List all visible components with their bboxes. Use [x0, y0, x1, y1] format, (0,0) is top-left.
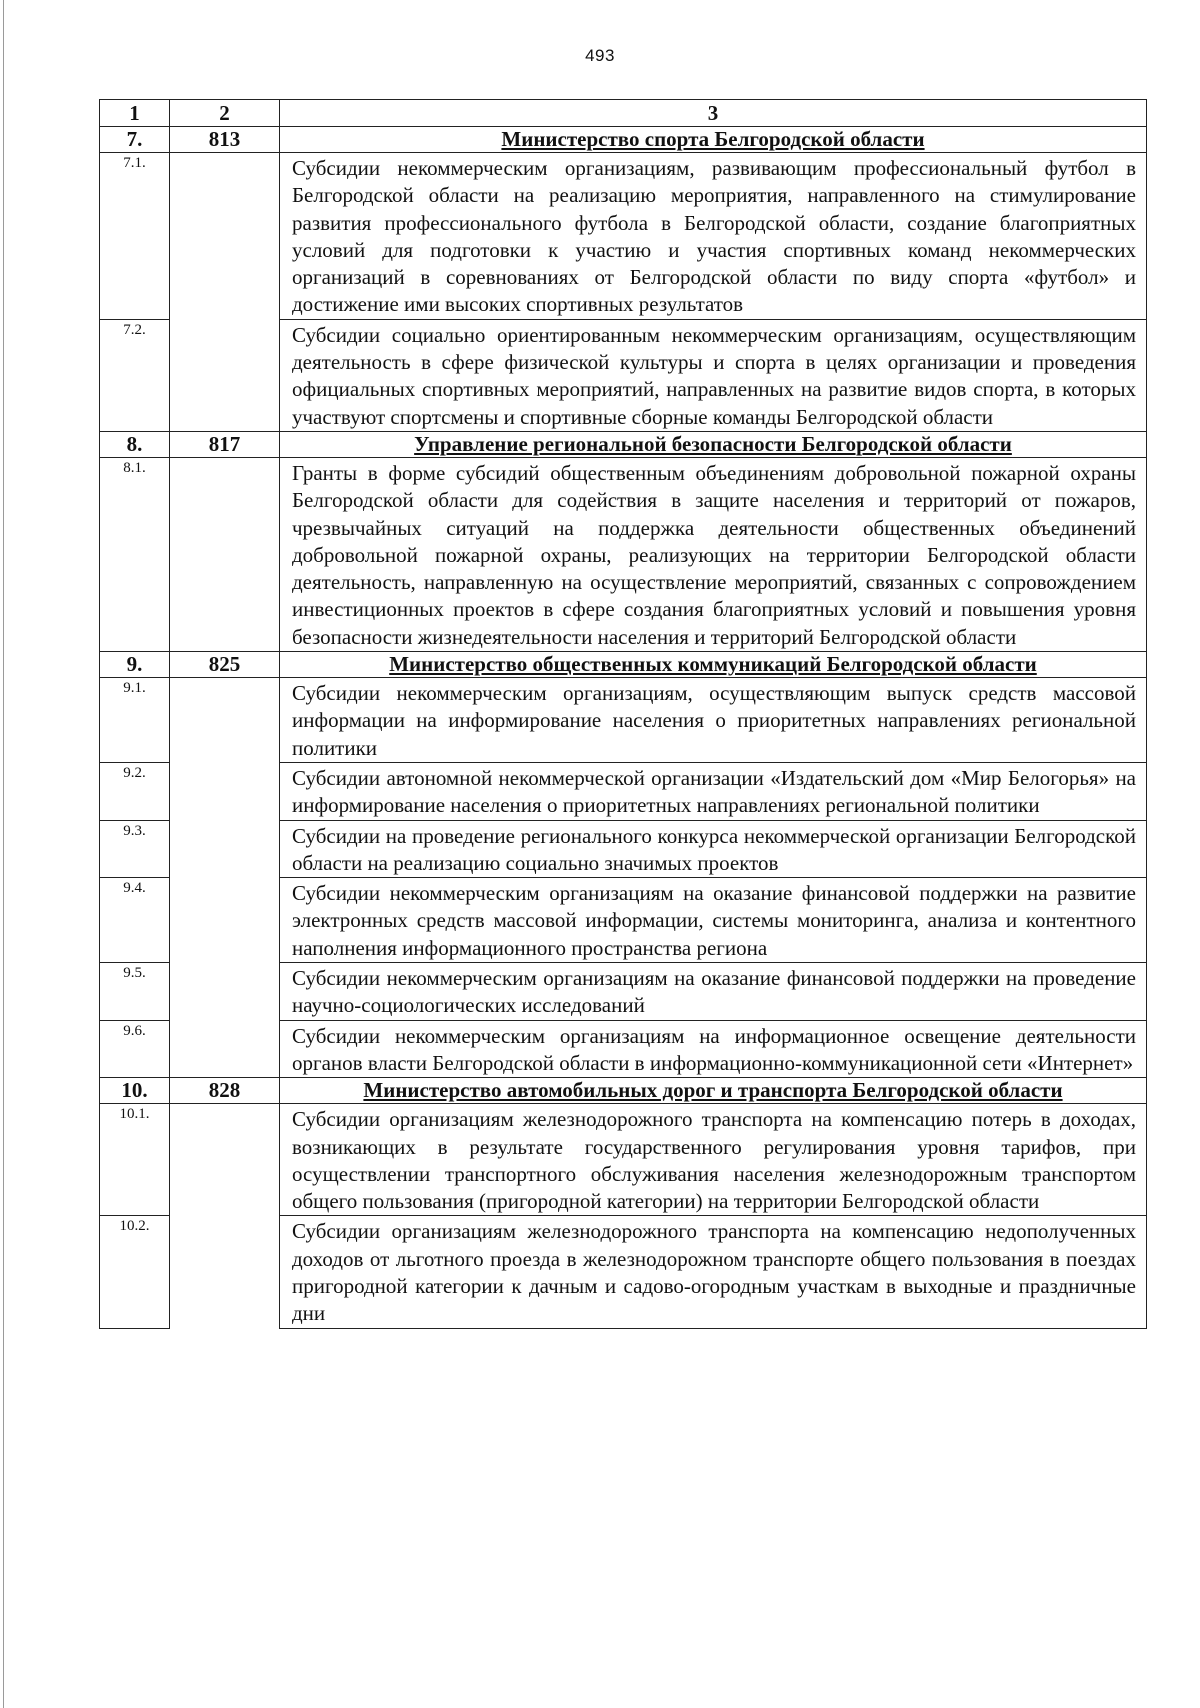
item-description: Субсидии организациям железнодорожного транспорта на компенсацию потерь в доходах, возникающих в результате государственного регулирования уровня тарифов, при осуществлении транспортного обслуживания населения железнодорожным транспортом общего пользования (пригородной категории) на территории Белгородской области	[280, 1104, 1147, 1216]
subsidy-row	[100, 762, 1147, 820]
subsidy-row	[100, 820, 1147, 878]
budget-code: 825	[170, 652, 280, 678]
ministry-name-cell	[280, 431, 1147, 457]
subsidy-row	[100, 878, 1147, 963]
item-number: 9.4.	[100, 878, 170, 963]
item-number: 8.1.	[100, 457, 170, 651]
section-number: 7.	[100, 127, 170, 153]
header-col-1: 1	[100, 100, 170, 127]
item-number: 9.2.	[100, 762, 170, 820]
item-number: 7.2.	[100, 319, 170, 431]
item-description: Субсидии некоммерческим организациям на оказание финансовой поддержки на развитие электронных средств массовой информации, системы мониторинга, анализа и контентного наполнения информационного пространства региона	[280, 878, 1147, 963]
item-number: 10.2.	[100, 1216, 170, 1328]
item-number: 9.5.	[100, 963, 170, 1021]
ministry-name: Министерство спорта Белгородской области	[501, 127, 925, 151]
item-description: Гранты в форме субсидий общественным объединениям добровольной пожарной охраны Белгородской области для содействия в защите населения и территорий от пожаров, чрезвычайных ситуаций на поддержка деятельности общественных объединений добровольной пожарной охраны, реализующих на территории Белгородской области деятельность, направленную на осуществление мероприятий, связанных с сопровождением инвестиционных проектов в сфере создания благоприятных условий и повышения уровня безопасности жизнедеятельности населения и территорий Белгородской области	[280, 457, 1147, 651]
subsidy-row	[100, 457, 1147, 651]
subsidy-row	[100, 1104, 1147, 1216]
scan-edge-line	[3, 0, 4, 1708]
budget-code: 828	[170, 1078, 280, 1104]
ministry-row	[100, 127, 1147, 153]
header-col-3: 3	[280, 100, 1147, 127]
item-description: Субсидии некоммерческим организациям, развивающим профессиональный футбол в Белгородской области на реализацию мероприятия, направленного на стимулирование развития профессионального футбола в Белгородской области, создание благоприятных условий для подготовки к участию и участия спортивных команд некоммерческих организаций в соревнованиях от Белгородской области по виду спорта «футбол» и достижение ими высоких спортивных результатов	[280, 153, 1147, 320]
item-code-empty	[170, 678, 280, 763]
item-code-empty	[170, 878, 280, 963]
item-number: 9.3.	[100, 820, 170, 878]
item-code-empty	[170, 1020, 280, 1078]
item-code-empty	[170, 457, 280, 651]
item-code-empty	[170, 1104, 280, 1216]
item-description: Субсидии некоммерческим организациям на информационное освещение деятельности органов власти Белгородской области в информационно-коммуникационной сети «Интернет»	[280, 1020, 1147, 1078]
section-number: 9.	[100, 652, 170, 678]
subsidies-table	[99, 99, 1147, 1329]
header-row	[100, 100, 1147, 127]
section-number: 8.	[100, 431, 170, 457]
budget-code: 813	[170, 127, 280, 153]
ministry-name-cell	[280, 1078, 1147, 1104]
subsidy-row	[100, 1216, 1147, 1328]
ministry-name: Министерство автомобильных дорог и транспорта Белгородской области	[363, 1078, 1063, 1103]
budget-code: 817	[170, 431, 280, 457]
item-code-empty	[170, 820, 280, 878]
item-code-empty	[170, 963, 280, 1021]
ministry-row	[100, 652, 1147, 678]
ministry-name-cell	[280, 652, 1147, 678]
item-description: Субсидии автономной некоммерческой организации «Издательский дом «Мир Белогорья» на информирование населения о приоритетных направлениях региональной политики	[280, 762, 1147, 820]
ministry-name-cell	[280, 127, 1147, 153]
item-number: 7.1.	[100, 153, 170, 320]
table-body	[100, 100, 1147, 1329]
section-number: 10.	[100, 1078, 170, 1104]
item-code-empty	[170, 319, 280, 431]
ministry-row	[100, 431, 1147, 457]
item-number: 10.1.	[100, 1104, 170, 1216]
page-number: 493	[585, 46, 615, 65]
ministry-name: Управление региональной безопасности Белгородской области	[414, 431, 1012, 456]
item-description: Субсидии социально ориентированным некоммерческим организациям, осуществляющим деятельность в сфере физической культуры и спорта в целях организации и проведения официальных спортивных мероприятий, направленных на развитие видов спорта, в которых участвуют спортсмены и спортивные сборные команды Белгородской области	[280, 319, 1147, 431]
item-code-empty	[170, 1216, 280, 1328]
item-code-empty	[170, 153, 280, 320]
subsidy-row	[100, 1020, 1147, 1078]
ministry-row	[100, 1078, 1147, 1104]
subsidy-row	[100, 678, 1147, 763]
item-description: Субсидии некоммерческим организациям, осуществляющим выпуск средств массовой информации на информирование населения о приоритетных направлениях региональной политики	[280, 678, 1147, 763]
ministry-name: Министерство общественных коммуникаций Белгородской области	[389, 652, 1037, 677]
subsidy-row	[100, 963, 1147, 1021]
subsidy-row	[100, 153, 1147, 320]
header-col-2: 2	[170, 100, 280, 127]
item-description: Субсидии некоммерческим организациям на оказание финансовой поддержки на проведение научно-социологических исследований	[280, 963, 1147, 1021]
item-description: Субсидии организациям железнодорожного транспорта на компенсацию недополученных доходов от льготного проезда в железнодорожном транспорте общего пользования в поездах пригородной категории к дачным и садово-огородным участкам в выходные и праздничные дни	[280, 1216, 1147, 1328]
item-number: 9.6.	[100, 1020, 170, 1078]
item-code-empty	[170, 762, 280, 820]
item-description: Субсидии на проведение регионального конкурса некоммерческой организации Белгородской области на реализацию социально значимых проектов	[280, 820, 1147, 878]
item-number: 9.1.	[100, 678, 170, 763]
subsidy-row	[100, 319, 1147, 431]
